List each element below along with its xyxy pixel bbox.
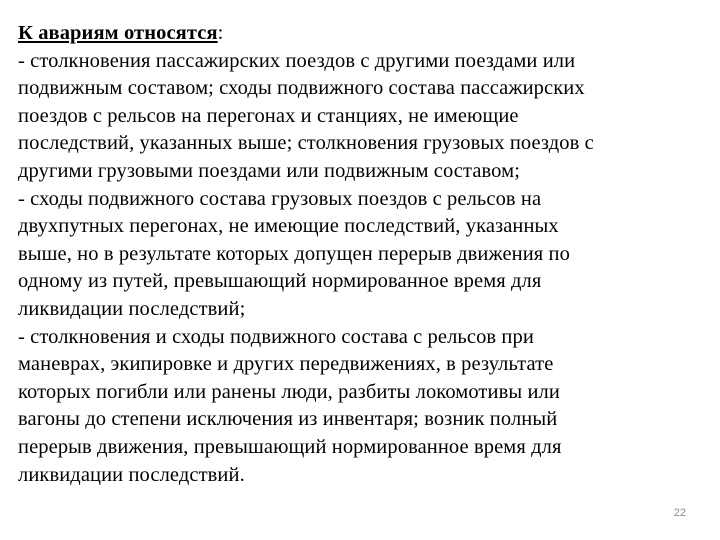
text-line: ликвидации последствий. bbox=[18, 463, 245, 486]
text-line: поездов с рельсов на перегонах и станциях, не имеющие bbox=[18, 104, 519, 127]
text-line: перерыв движения, превышающий нормированное время для bbox=[18, 435, 562, 458]
text-line: двухпутных перегонах, не имеющие последствий, указанных bbox=[18, 215, 559, 238]
text-line: одному из путей, превышающий нормированное время для bbox=[18, 270, 542, 293]
text-line: вагоны до степени исключения из инвентаря; возник полный bbox=[18, 408, 558, 431]
page-number: 22 bbox=[673, 507, 686, 519]
slide-body-text bbox=[18, 20, 708, 489]
text-line: ликвидации последствий; bbox=[18, 297, 246, 320]
text-line: выше, но в результате которых допущен перерыв движения по bbox=[18, 242, 570, 265]
heading-title: К авариям относятся bbox=[18, 22, 218, 44]
text-line: другими грузовыми поездами или подвижным составом; bbox=[18, 159, 520, 182]
heading-line bbox=[18, 20, 708, 48]
text-line: подвижным составом; сходы подвижного состава пассажирских bbox=[18, 77, 585, 100]
text-line: - сходы подвижного состава грузовых поездов с рельсов на bbox=[18, 187, 542, 210]
text-line: маневрах, экипировке и других передвижениях, в результате bbox=[18, 353, 554, 376]
text-line: - столкновения и сходы подвижного состава с рельсов при bbox=[18, 325, 534, 348]
heading-colon: : bbox=[217, 22, 224, 44]
text-line: - столкновения пассажирских поездов с другими поездами или bbox=[18, 49, 576, 72]
text-line: которых погибли или ранены люди, разбиты локомотивы или bbox=[18, 380, 560, 403]
text-line: последствий, указанных выше; столкновения грузовых поездов с bbox=[18, 132, 594, 155]
